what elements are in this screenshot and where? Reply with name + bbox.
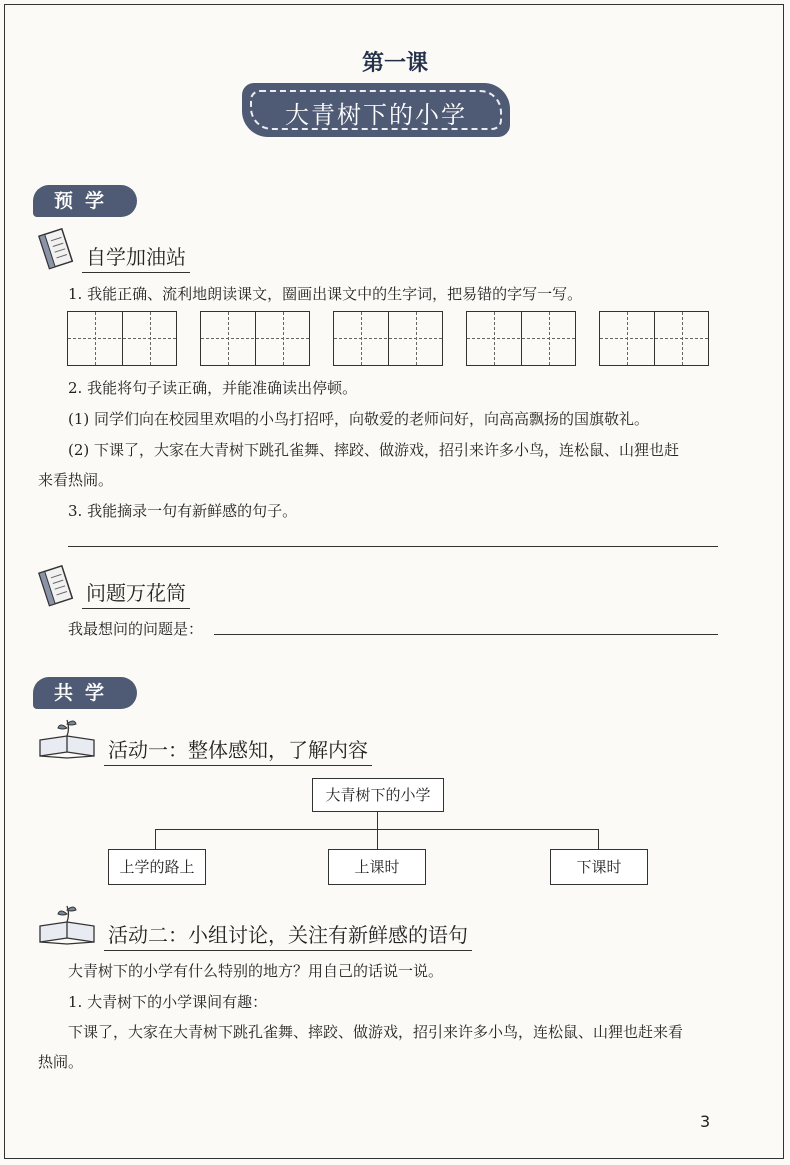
section-tab-prestudy: 预学 [33, 185, 137, 217]
tree-connector [155, 829, 156, 850]
section-tab-colearn: 共学 [33, 677, 137, 709]
notebook-icon [34, 228, 76, 272]
quote-line-2: 热闹。 [38, 1053, 84, 1071]
tree-child-node: 下课时 [550, 849, 648, 885]
writing-grid-box[interactable] [466, 311, 576, 366]
question-prompt: 我最想问的问题是： [68, 620, 204, 638]
activity-2-question: 大青树下的小学有什么特别的地方？用自己的话说一说。 [68, 962, 444, 980]
self-study-item-2: 2. 我能将句子读正确，并能准确读出停顿。 [68, 379, 358, 397]
quote-line-1: 下课了，大家在大青树下跳孔雀舞、摔跤、做游戏，招引来许多小鸟，连松鼠、山狸也赶来看 [68, 1023, 684, 1041]
sentence-2-line-2: 来看热闹。 [38, 471, 114, 489]
tree-connector [598, 829, 599, 850]
notebook-icon [34, 565, 76, 609]
writing-grid-box[interactable] [67, 311, 177, 366]
tree-child-node: 上课时 [328, 849, 426, 885]
open-book-icon [36, 900, 98, 946]
open-book-icon [36, 714, 98, 760]
tree-connector [377, 829, 378, 850]
self-study-heading: 自学加油站 [82, 241, 190, 273]
activity-1-heading: 活动一：整体感知，了解内容 [104, 734, 372, 766]
page-number: 3 [700, 1112, 711, 1131]
writing-grid-box[interactable] [599, 311, 709, 366]
answer-line-question[interactable] [214, 634, 718, 635]
tree-child-node: 上学的路上 [108, 849, 206, 885]
tree-root-node: 大青树下的小学 [312, 778, 444, 812]
tree-connector [377, 812, 378, 830]
self-study-item-1: 1. 我能正确、流利地朗读课文，圈画出课文中的生字词，把易错的字写一写。 [68, 285, 583, 303]
writing-grid-box[interactable] [200, 311, 310, 366]
lesson-title-banner [242, 83, 510, 137]
questions-heading: 问题万花筒 [82, 577, 190, 609]
sentence-2-line-1: (2) 下课了，大家在大青树下跳孔雀舞、摔跤、做游戏，招引来许多小鸟，连松鼠、山狸也赶 [68, 441, 680, 459]
sentence-1: (1) 同学们向在校园里欢唱的小鸟打招呼，向敬爱的老师问好，向高高飘扬的国旗敬礼。 [68, 410, 650, 428]
answer-line-sentence[interactable] [68, 546, 718, 547]
activity-2-point-1: 1. 大青树下的小学课间有趣： [68, 993, 268, 1011]
writing-grid-box[interactable] [333, 311, 443, 366]
lesson-title: 大青树下的小学 [285, 101, 467, 129]
self-study-item-3: 3. 我能摘录一句有新鲜感的句子。 [68, 502, 298, 520]
activity-2-heading: 活动二：小组讨论，关注有新鲜感的语句 [104, 919, 472, 951]
lesson-number: 第一课 [361, 51, 428, 76]
